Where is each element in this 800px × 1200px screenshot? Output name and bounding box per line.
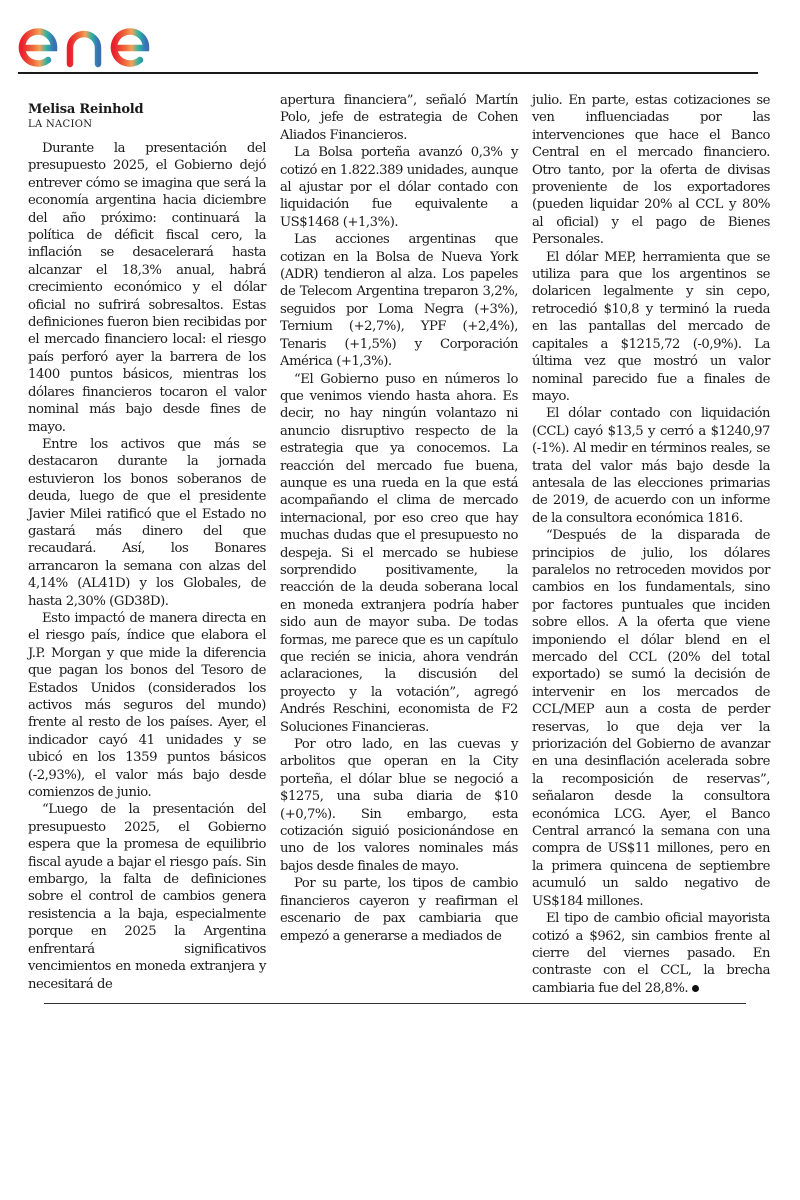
paragraph: “El Gobierno puso en números lo que venimos viendo hasta ahora. Es decir, no hay ningún volantazo ni anuncio disruptivo respecto de la estrategia que ya conocemos. La reacción del mercado fue buena, aunque es una rueda en la que está acompañando el clima de mercado internacional, por eso creo que hay muchas dudas que el presupuesto no despeja. Si el mercado se hubiese sorprendido positivamente, la reacción de la deuda soberana local en moneda extranjera podría haber sido aun de mayor suba. De todas formas, me parece que es un capítulo que recién se inicia, ahora vendrán aclaraciones, la discusión del proyecto y la votación”, agregó Andrés Reschini, economista de F2 Soluciones Financieras.	[280, 371, 518, 735]
enel-logo	[14, 6, 184, 70]
bottom-rule	[44, 1003, 746, 1004]
paragraph: Esto impactó de manera directa en el riesgo país, índice que elabora el J.P. Morgan y que mide la diferencia que pagan los bonos del Tesoro de Estados Unidos (considerados los activos más seguros del mundo) frente al resto de los países. Ayer, el indicador cayó 41 unidades y se ubicó en los 1359 puntos básicos (-2,93%), el valor más bajo desde comienzos de junio.	[28, 610, 266, 801]
paragraph: “Luego de la presentación del presupuesto 2025, el Gobierno espera que la promesa de equilibrio fiscal ayude a bajar el riesgo país. Sin embargo, la falta de definiciones sobre el control de cambios genera resistencia a la baja, especialmente porque en 2025 la Argentina enfrentará significativos vencimientos en moneda extranjera y necesitará de	[28, 802, 266, 992]
paragraph: Por su parte, los tipos de cambio financieros cayeron y reafirman el escenario de pax cambiaria que empezó a generarse a mediados de	[280, 876, 518, 944]
paragraph: El dólar MEP, herramienta que se utiliza para que los argentinos se dolaricen legalmente y sin cepo, retrocedió $10,8 y terminó la rueda en las pantallas del mercado de capitales a $1215,72 (-0,9%). La última vez que mostró un valor nominal parecido fue a finales de mayo.	[532, 249, 770, 404]
paragraph: La Bolsa porteña avanzó 0,3% y cotizó en 1.822.389 unidades, aunque al ajustar por el dólar contado con liquidación fue equivalente a US$1468 (+1,3%).	[280, 145, 519, 230]
paragraph: “Después de la disparada de principios de julio, los dólares paralelos no retroceden movidos por cambios en los fundamentals, sino por factores puntuales que inciden sobre ellos. A la oferta que viene imponiendo el dólar blend en el mercado del CCL (20% del total exportado) se sumó la decisión de intervenir en los mercados de CCL/MEP aun a costa de perder reservas, lo que deja ver la priorización del Gobierno de avanzar en una desinflación acelerada sobre la recomposición de reservas”, señalaron desde la consultora económica LCG. Ayer, el Banco Central arrancó la semana con una compra de US$11 millones, pero en la primera quincena de septiembre acumuló un saldo negativo de US$184 millones.	[532, 528, 770, 909]
paragraph-final-text: El tipo de cambio oficial mayorista cotizó a $962, sin cambios frente al cierre del viernes pasado. En contraste con el CCL, la brecha cambiaria fue del 28,8%.	[532, 911, 770, 996]
byline-source: LA NACION	[28, 119, 93, 130]
paragraph: apertura financiera”, señaló Martín Polo, jefe de estrategia de Cohen Aliados Financieros.	[280, 93, 518, 143]
paragraph: Las acciones argentinas que cotizan en la Bolsa de Nueva York (ADR) tendieron al alza. Los papeles de Telecom Argentina treparon 3,2%, seguidos por Loma Negra (+3%), Ternium (+2,7%), YPF (+2,4%), Tenaris (+1,5%) y Corporación América (+1,3%).	[280, 232, 518, 370]
column-1	[28, 102, 266, 993]
article-body	[28, 92, 770, 996]
top-rule	[18, 72, 758, 74]
paragraph: Entre los activos que más se destacaron durante la jornada estuvieron los bonos soberanos de deuda, luego de que el presidente Javier Milei ratificó que el Estado no gastará más dinero del que recaudará. Así, los Bonares arrancaron la semana con alzas del 4,14% (AL41D) y los Globales, de hasta 2,30% (GD38D).	[28, 436, 266, 609]
column-2	[280, 92, 518, 945]
paragraph: El dólar contado con liquidación (CCL) cayó $13,5 y cerró a $1240,97 (-1%). Al medir en términos reales, se trata del valor más bajo desde la antesala de las elecciones primarias de 2019, de acuerdo con un informe de la consultora económica 1816.	[532, 406, 770, 526]
end-of-article-dot-icon	[692, 985, 699, 992]
byline-author: Melisa Reinhold	[28, 102, 144, 117]
paragraph-final	[532, 910, 770, 997]
column-3	[532, 92, 770, 997]
paragraph: Por otro lado, en las cuevas y arbolitos que operan en la City porteña, el dólar blue se negoció a $1275, una suba diaria de $10 (+0,7%). Sin embargo, esta cotización siguió posicionándose en uno de los valores nominales más bajos desde finales de mayo.	[280, 737, 518, 874]
paragraph: Durante la presentación del presupuesto 2025, el Gobierno dejó entrever cómo se imagina que será la economía argentina hacia diciembre del año próximo: continuará la política de déficit fiscal cero, la inflación se desacelerará hasta alcanzar el 18,3% anual, habrá crecimiento económico y el dólar oficial no sufrirá sobresaltos. Estas definiciones fueron bien recibidas por el mercado financiero local: el riesgo país perforó ayer la barrera de los 1400 puntos básicos, mientras los dólares financieros tocaron el valor nominal más bajo desde fines de mayo.	[28, 141, 266, 435]
paragraph: julio. En parte, estas cotizaciones se ven influenciadas por las intervenciones que hace el Banco Central en el mercado financiero. Otro tanto, por la oferta de divisas proveniente de los exportadores (pueden liquidar 20% al CCL y 80% al oficial) y el pago de Bienes Personales.	[532, 93, 770, 248]
